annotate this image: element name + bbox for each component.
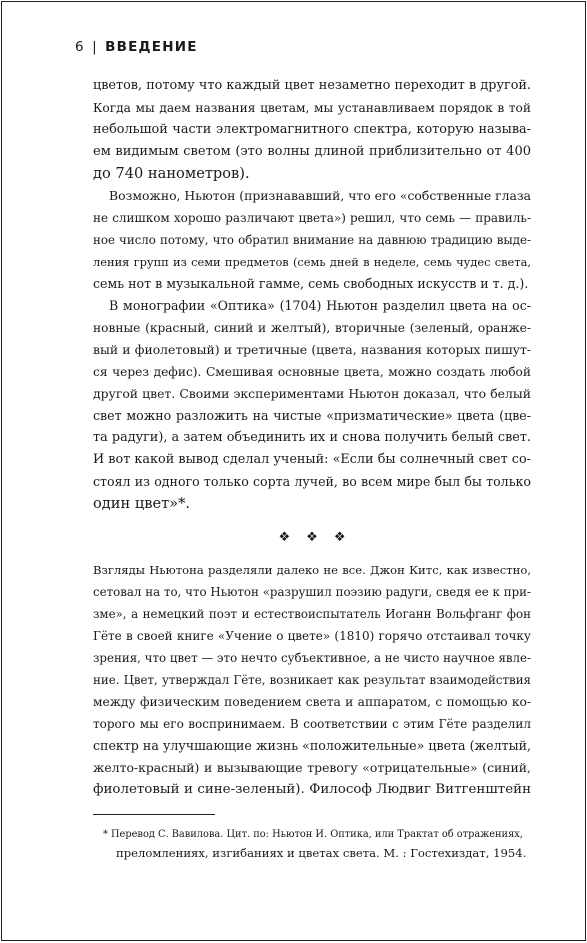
text-line: та радуги), а затем объединить их и снова получить белый свет. xyxy=(93,430,531,445)
paragraph-1 xyxy=(93,75,531,185)
text-line: И вот какой вывод сделал ученый: «Если бы солнечный свет со- xyxy=(93,452,531,467)
text-line: Когда мы даем названия цветам, мы устанавливаем порядок в той xyxy=(93,101,531,115)
header-separator: | xyxy=(92,39,98,55)
text-line: торого мы его воспринимаем. В соответствии с этим Гёте разделил xyxy=(93,717,531,731)
book-page xyxy=(1,1,586,941)
text-line: желто-красный) и вызывающие тревогу «отрицательные» (синий, xyxy=(93,760,531,775)
text-line: стоял из одного только сорта лучей, во всем мире был бы только xyxy=(93,474,531,489)
paragraph-3 xyxy=(93,295,531,515)
text-line: семь нот в музыкальной гамме, семь свободных искусств и т. д.). xyxy=(93,276,529,291)
text-line: между физическим поведением света и аппаратом, с помощью ко- xyxy=(93,695,531,709)
text-line: спектр на улучшающие жизнь «положительные» цвета (желтый, xyxy=(93,738,531,753)
text-line: вый и фиолетовый) и третичные (цвета, названия которых пишут- xyxy=(93,342,531,357)
text-line: ное число потому, что обратил внимание на давнюю традицию выде- xyxy=(93,233,531,247)
section-break-ornament xyxy=(93,515,531,559)
text-line: ем видимым светом (это волны длиной приблизительно от 400 xyxy=(93,144,531,159)
text-line: не слишком хорошо различают цвета») решил, что семь — правиль- xyxy=(93,211,531,225)
text-line: фиолетовый и сине-зеленый). Философ Людвиг Витгенштейн xyxy=(93,782,531,797)
text-line: зме», а немецкий поэт и естествоиспытатель Иоганн Вольфганг фон xyxy=(93,607,531,621)
text-line: ления групп из семи предметов (семь дней в неделе, семь чудес света, xyxy=(93,255,531,269)
text-line: В монографии «Оптика» (1704) Ньютон разделил цвета на ос- xyxy=(109,298,531,313)
diamond-ornament-icon: ❖ xyxy=(333,529,346,545)
diamond-ornament-icon: ❖ xyxy=(306,529,318,545)
text-line: ся через дефис). Смешивая основные цвета, можно создать любой xyxy=(93,365,531,379)
paragraph-4 xyxy=(93,559,531,801)
text-line: ние. Цвет, утверждал Гёте, возникает как результат взаимодействия xyxy=(93,673,531,687)
text-line: цветов, потому что каждый цвет незаметно переходит в другой. xyxy=(93,78,531,93)
running-header xyxy=(75,39,198,55)
text-line: небольшой части электромагнитного спектра, которую называ- xyxy=(93,122,531,137)
text-line: до 740 нанометров). xyxy=(93,165,250,182)
footnote-divider xyxy=(93,814,215,815)
page-number: 6 xyxy=(75,39,85,55)
text-line: Возможно, Ньютон (признававший, что его «собственные глаза xyxy=(109,188,531,203)
text-line: новные (красный, синий и желтый), вторичные (зеленый, оранже- xyxy=(93,321,531,335)
footnote-line: * Перевод С. Вавилова. Цит. по: Ньютон И. Оптика, или Трактат об отражениях, xyxy=(103,829,523,840)
paragraph-2 xyxy=(93,185,531,295)
text-line: зрения, что цвет — это нечто субъективное, а не чисто научное явле- xyxy=(93,651,531,665)
text-line: один цвет»*. xyxy=(93,495,191,512)
text-line: другой цвет. Своими экспериментами Ньютон доказал, что белый xyxy=(93,386,531,401)
text-line: Взгляды Ньютона разделяли далеко не все. Джон Китс, как известно, xyxy=(93,563,531,577)
text-line: сетовал на то, что Ньютон «разрушил поэзию радуги, сведя ее к при- xyxy=(93,585,531,599)
diamond-ornament-icon: ❖ xyxy=(278,529,291,545)
footnote xyxy=(103,825,531,863)
text-line: свет можно разложить на чистые «призматические» цвета (цве- xyxy=(93,408,531,423)
section-title: ВВЕДЕНИЕ xyxy=(105,39,198,55)
page-body xyxy=(93,75,531,801)
footnote-line: преломлениях, изгибаниях и цветах света. М. : Гостехиздат, 1954. xyxy=(116,846,527,860)
text-line: Гёте в своей книге «Учение о цвете» (1810) горячо отстаивал точку xyxy=(93,629,531,643)
